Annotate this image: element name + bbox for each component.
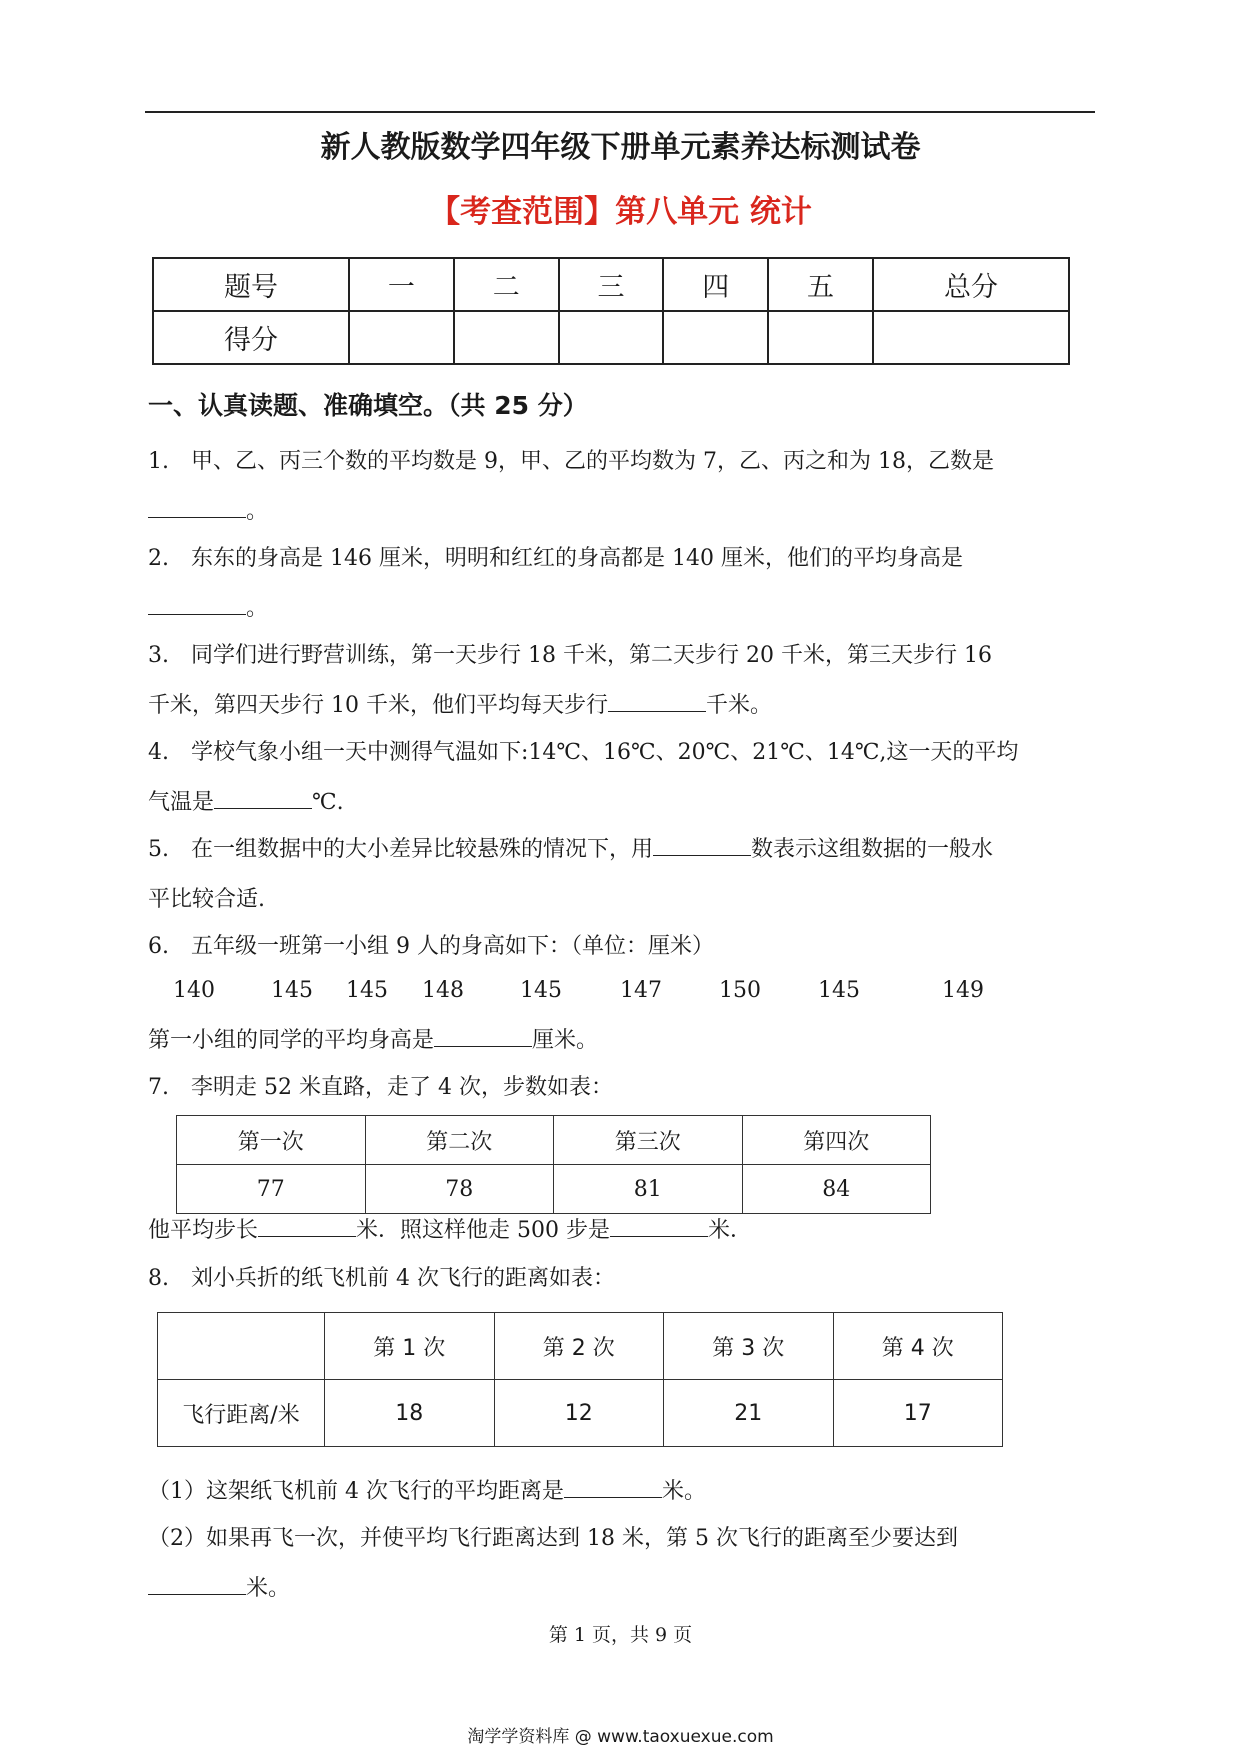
score-cell xyxy=(873,311,1069,364)
punctuation: 。 xyxy=(246,596,269,621)
table-cell: 得分 xyxy=(153,311,349,364)
table-cell: 二 xyxy=(454,258,559,311)
question-8-part-1 xyxy=(148,1474,706,1505)
table-cell: 12 xyxy=(494,1380,664,1447)
question-8-text: 8. 刘小兵折的纸飞机前 4 次飞行的距离如表： xyxy=(148,1266,615,1291)
answer-blank xyxy=(653,833,751,856)
answer-blank xyxy=(258,1214,356,1237)
table-cell: 84 xyxy=(742,1165,931,1214)
header-rule xyxy=(145,111,1095,113)
score-table xyxy=(152,257,1070,365)
table-cell: 21 xyxy=(664,1380,834,1447)
table-cell: 第一次 xyxy=(177,1116,366,1165)
table-row xyxy=(177,1116,931,1165)
score-cell xyxy=(454,311,559,364)
text: 厘米。 xyxy=(532,1028,599,1053)
text: （1）这架纸飞机前 4 次飞行的平均距离是 xyxy=(148,1479,564,1504)
table-row xyxy=(177,1165,931,1214)
answer-blank xyxy=(148,592,246,615)
table-cell: 四 xyxy=(663,258,768,311)
punctuation: 。 xyxy=(246,499,269,524)
table-cell: 17 xyxy=(833,1380,1003,1447)
question-6-line3 xyxy=(148,1023,598,1054)
score-cell xyxy=(349,311,454,364)
page-title: 新人教版数学四年级下册单元素养达标测试卷 xyxy=(320,130,921,165)
score-cell xyxy=(559,311,664,364)
table-cell: 题号 xyxy=(153,258,349,311)
score-cell xyxy=(768,311,873,364)
table-row xyxy=(158,1313,1003,1380)
table-cell: 五 xyxy=(768,258,873,311)
height-value: 150 xyxy=(719,978,761,1003)
answer-blank xyxy=(148,1572,246,1595)
question-2-answer xyxy=(148,591,268,622)
table-cell: 81 xyxy=(554,1165,743,1214)
text: 千米，第四天步行 10 千米，他们平均每天步行 xyxy=(148,693,608,718)
table-cell: 第四次 xyxy=(742,1116,931,1165)
height-value: 145 xyxy=(346,978,388,1003)
flight-table xyxy=(157,1312,1003,1447)
table-cell: 一 xyxy=(349,258,454,311)
text: 数表示这组数据的一般水 xyxy=(751,837,994,862)
page-number: 第 1 页，共 9 页 xyxy=(548,1624,693,1646)
table-cell: 三 xyxy=(559,258,664,311)
height-value: 140 xyxy=(173,978,215,1003)
height-value: 149 xyxy=(942,978,984,1003)
table-row xyxy=(158,1380,1003,1447)
height-value: 148 xyxy=(422,978,464,1003)
height-value: 145 xyxy=(520,978,562,1003)
text: 千米。 xyxy=(705,693,772,718)
question-2-text: 2. 东东的身高是 146 厘米，明明和红红的身高都是 140 厘米，他们的平均身高是 xyxy=(148,546,963,571)
text: 米。 xyxy=(661,1479,706,1504)
score-cell xyxy=(663,311,768,364)
text: 5. 在一组数据中的大小差异比较悬殊的情况下，用 xyxy=(148,837,653,862)
score-table-header-row xyxy=(153,258,1069,311)
question-7-text: 7. 李明走 52 米直路，走了 4 次，步数如表： xyxy=(148,1075,613,1100)
table-cell: 第 4 次 xyxy=(833,1313,1003,1380)
text: 第一小组的同学的平均身高是 xyxy=(148,1028,435,1053)
question-5-text xyxy=(148,832,993,863)
question-7-line2 xyxy=(148,1213,752,1244)
text: 米。 xyxy=(246,1576,291,1601)
table-cell: 第三次 xyxy=(554,1116,743,1165)
answer-blank xyxy=(214,786,312,809)
table-cell: 78 xyxy=(365,1165,554,1214)
answer-blank xyxy=(564,1475,662,1498)
table-cell: 第 3 次 xyxy=(664,1313,834,1380)
text: 米． xyxy=(708,1218,753,1243)
table-cell: 第 1 次 xyxy=(325,1313,495,1380)
answer-blank xyxy=(610,1214,708,1237)
table-cell xyxy=(158,1313,325,1380)
question-4-text: 4. 学校气象小组一天中测得气温如下:14℃、16℃、20℃、21℃、14℃,这一天的平均 xyxy=(148,740,1019,765)
question-5-line2: 平比较合适. xyxy=(148,887,265,912)
question-4-line2 xyxy=(148,785,344,816)
steps-table xyxy=(176,1115,931,1214)
height-value: 145 xyxy=(818,978,860,1003)
question-3-line2 xyxy=(148,688,772,719)
question-1-answer xyxy=(148,494,268,525)
text: 气温是 xyxy=(148,790,215,815)
table-cell: 77 xyxy=(177,1165,366,1214)
score-table-score-row xyxy=(153,311,1069,364)
table-cell: 总分 xyxy=(873,258,1069,311)
table-cell: 18 xyxy=(325,1380,495,1447)
answer-blank xyxy=(148,495,246,518)
question-6-text: 6. 五年级一班第一小组 9 人的身高如下：（单位：厘米） xyxy=(148,934,714,959)
question-3-text: 3. 同学们进行野营训练，第一天步行 18 千米，第二天步行 20 千米，第三天步行 16 xyxy=(148,643,992,668)
answer-blank xyxy=(434,1024,532,1047)
table-cell: 第 2 次 xyxy=(494,1313,664,1380)
table-cell: 飞行距离/米 xyxy=(158,1380,325,1447)
exam-scope: 【考查范围】第八单元 统计 xyxy=(429,194,812,230)
text: 他平均步长 xyxy=(148,1218,259,1243)
height-value: 147 xyxy=(620,978,662,1003)
watermark: 淘学学资料库 @ www.taoxuexue.com xyxy=(467,1727,774,1747)
answer-blank xyxy=(608,689,706,712)
question-8-part-2: （2）如果再飞一次，并使平均飞行距离达到 18 米，第 5 次飞行的距离至少要达到 xyxy=(148,1526,958,1551)
section-heading: 一、认真读题、准确填空。（共 25 分） xyxy=(148,391,588,420)
text: ℃. xyxy=(312,790,344,815)
text: 米．照这样他走 500 步是 xyxy=(356,1218,610,1243)
question-8-part-2-answer xyxy=(148,1571,290,1602)
table-cell: 第二次 xyxy=(365,1116,554,1165)
height-value: 145 xyxy=(271,978,313,1003)
question-1-text: 1. 甲、乙、丙三个数的平均数是 9，甲、乙的平均数为 7，乙、丙之和为 18，乙数是 xyxy=(148,449,994,474)
